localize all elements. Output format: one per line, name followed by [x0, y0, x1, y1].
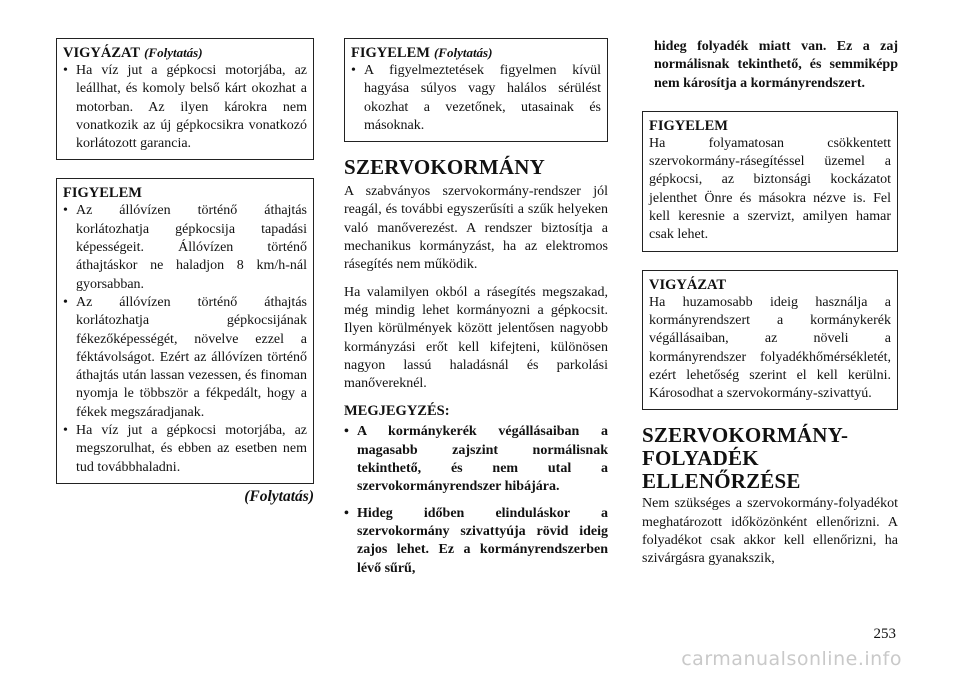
warning-list — [63, 62, 307, 153]
continued-label: (Folytatás) — [244, 487, 314, 505]
list-item: • Az állóvízen történő áthajtás korlátozhatja gépkocsijának fékezőképességét, növelve ezzel a féktávolságot. Ezért az állóvízen történő áthajtás után lassan vezessen, és finoman nyomja le többször a fékpedált, hogy a fékek megszáradjanak. — [63, 294, 307, 422]
column-left — [56, 38, 314, 506]
list-item: • Ha víz jut a gépkocsi motorjába, az leállhat, és komoly belső kárt okozhat a motorban. Az ilyen károkra nem vonatkozik az új gépkocsikra vonatkozó korlátozott garancia. — [63, 62, 307, 153]
warning-box-figyelem — [642, 111, 898, 252]
continued-label: (Folytatás) — [144, 45, 203, 60]
list-item: • A kormánykerék végállásaiban a magasabb zajszint normálisnak tekinthető, és nem utal a szervokormányrendszer hibájára. — [344, 423, 608, 496]
list-item: • Az állóvízen történő áthajtás korlátozhatja gépkocsija tapadási képességeit. Állóvízen történő áthajtáskor ne haladjon 8 km/h-nál gyorsabban. — [63, 202, 307, 293]
warning-list — [351, 62, 601, 135]
paragraph: A szabványos szervokormány-rendszer jól reagál, és további egyszerűsíti a szűk helyeken való manőverezést. A rendszer biztosítja a mechanikus kormányzást, ha az elektromos rásegítés nem működik. — [344, 184, 608, 273]
warning-list — [63, 202, 307, 476]
paragraph: Nem szükséges a szervokormány-folyadékot meghatározott időközönként ellenőrizni. A folyadékot csak akkor kell ellenőrizni, ha szivárgásra gyanakszik, — [642, 496, 898, 567]
warning-title: VIGYÁZAT — [649, 276, 727, 293]
paragraph: hideg folyadék miatt van. Ez a zaj normálisnak tekinthető, és semmiképp nem károsítja a kormányrendszert. — [654, 39, 898, 91]
warning-box-figyelem — [344, 38, 608, 142]
warning-title: FIGYELEM (Folytatás) — [351, 45, 493, 61]
page-number: 253 — [873, 626, 896, 642]
warning-text: Ha huzamosabb ideig használja a kormányrendszert a kormánykerék végállásaiban, az növeli a kormányrendszer folyadékhőmérsékletét, ezért lehetőség szerint el kell kerülni. Károsodhat a szervokormány-szivattyú. — [649, 294, 891, 402]
warning-box-figyelem — [56, 178, 314, 483]
column-middle — [344, 38, 608, 578]
watermark: carmanualsonline.info — [681, 648, 902, 670]
continued-label: (Folytatás) — [433, 45, 493, 60]
note-heading: MEGJEGYZÉS: — [344, 403, 450, 420]
warning-title: VIGYÁZAT (Folytatás) — [63, 45, 203, 61]
warning-title: FIGYELEM — [649, 117, 728, 134]
warning-box-vigyazat — [642, 270, 898, 411]
warning-text: Ha folyamatosan csökkentett szervokormány-rásegítéssel üzemel a gépkocsi, az biztonsági kockázatot jelenthet Önre és másokra nézve is. Fel kell keresnie a szervizt, amilyen hamar csak lehet. — [649, 135, 891, 243]
paragraph: Ha valamilyen okból a rásegítés megszakad, még mindig lehet kormányozni a gépkocsit. Ilyen körülmények között jelentősen nagyobb kormányzási erőt kell kifejteni, különösen nagyon lassú haladásnál és parkolási manővereknél. — [344, 284, 608, 392]
list-item: • A figyelmeztetések figyelmen kívül hagyása súlyos vagy halálos sérülést okozhat a vezetőnek, utasainak és másoknak. — [351, 62, 601, 135]
warning-box-vigyazat — [56, 38, 314, 160]
section-heading: SZERVOKORMÁNY — [344, 155, 545, 180]
list-item: • Ha víz jut a gépkocsi motorjába, az megszorulhat, és ebben az esetben nem tud továbbhaladni. — [63, 422, 307, 477]
list-item: • Hideg időben elinduláskor a szervokormány szivattyúja rövid ideig zajos lehet. Ez a kormányrendszerben lévő sűrű, — [344, 505, 608, 578]
note-list — [344, 423, 608, 577]
section-heading: SZERVOKORMÁNY-FOLYADÉK ELLENŐRZÉSE — [642, 423, 849, 494]
column-right — [642, 38, 898, 569]
warning-title: FIGYELEM — [63, 185, 142, 202]
